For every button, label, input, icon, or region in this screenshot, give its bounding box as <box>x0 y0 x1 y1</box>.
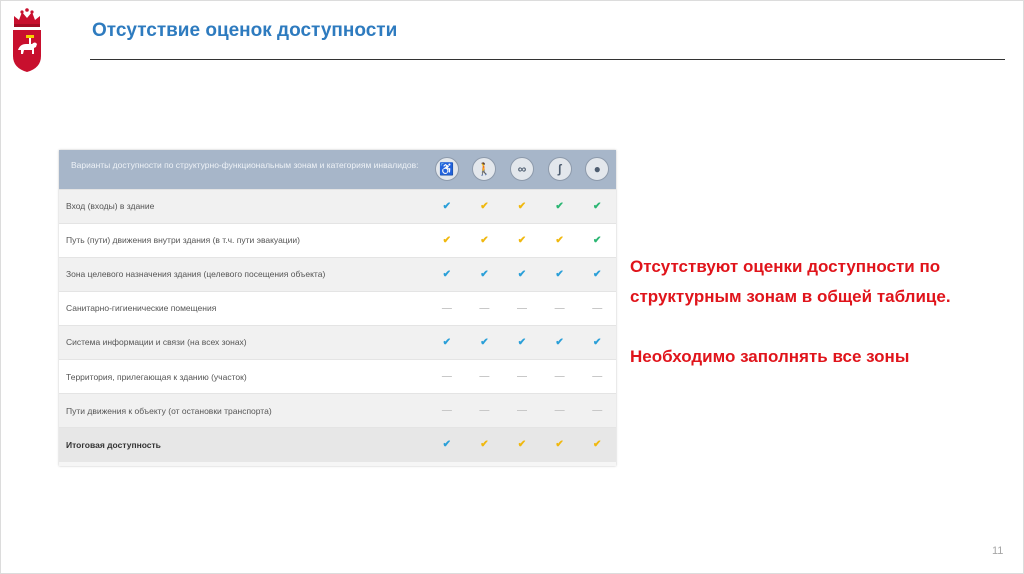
checkmark-icon: ✔ <box>480 268 489 280</box>
table-row <box>59 189 616 223</box>
checkmark-icon: ✔ <box>593 234 602 246</box>
table-row <box>59 291 616 325</box>
dash-mark: — <box>592 302 603 314</box>
table-row <box>59 325 616 359</box>
checkmark-icon: ✔ <box>517 200 527 212</box>
checkmark-icon: ✔ <box>480 200 489 212</box>
dash-mark: — <box>441 371 452 383</box>
checkmark-icon: ✔ <box>555 439 564 451</box>
checkmark-icon: ✔ <box>442 234 451 246</box>
dash-mark: — <box>441 405 452 417</box>
checkmark-icon: ✔ <box>442 439 451 451</box>
checkmark-icon: ✔ <box>593 439 602 451</box>
slide-title: Отсутствие оценок доступности <box>92 20 398 41</box>
checkmark-icon: ✔ <box>480 439 489 451</box>
glasses-icon: ∞ <box>510 157 534 181</box>
title-divider <box>90 59 1005 60</box>
row-label: Зона целевого назначения здания (целевого посещения объекта) <box>66 269 326 280</box>
row-label: Вход (входы) в здание <box>66 201 155 212</box>
checkmark-icon: ✔ <box>517 234 527 246</box>
dash-mark: — <box>554 302 565 314</box>
checkmark-icon: ✔ <box>593 200 602 212</box>
dash-mark: — <box>517 371 527 383</box>
checkmark-icon: ✔ <box>480 336 489 348</box>
dash-mark: — <box>479 371 490 383</box>
checkmark-icon: ✔ <box>517 268 527 280</box>
walking-cane-icon: 🚶 <box>472 157 496 181</box>
accessibility-table <box>59 150 616 466</box>
table-row <box>59 394 616 428</box>
row-label: Санитарно-гигиенические помещения <box>66 303 217 314</box>
table-header-row <box>59 150 616 189</box>
row-label: Система информации и связи (на всех зонах) <box>66 337 247 348</box>
dash-mark: — <box>517 302 527 314</box>
checkmark-icon: ✔ <box>517 439 527 451</box>
row-label: Путь (пути) движения внутри здания (в т.ч. пути эвакуации) <box>66 235 300 246</box>
notice-line-1: Отсутствуют оценки доступности по структурным зонам в общей таблице. <box>630 257 951 306</box>
dash-mark: — <box>479 302 490 314</box>
dash-mark: — <box>554 405 565 417</box>
checkmark-icon: ✔ <box>442 200 451 212</box>
checkmark-icon: ✔ <box>555 336 564 348</box>
row-label: Территория, прилегающая к зданию (участок) <box>66 371 247 382</box>
checkmark-icon: ✔ <box>593 336 602 348</box>
row-label: Пути движения к объекту (от остановки транспорта) <box>66 405 272 416</box>
wheelchair-icon: ♿ <box>435 157 459 181</box>
checkmark-icon: ✔ <box>555 234 564 246</box>
notice-line-2: Необходимо заполнять все зоны <box>630 347 910 366</box>
dash-mark: — <box>554 371 565 383</box>
dash-mark: — <box>592 405 603 417</box>
page-number: 11 <box>992 545 1004 557</box>
head-icon: ● <box>585 157 609 181</box>
checkmark-icon: ✔ <box>442 336 451 348</box>
dash-mark: — <box>441 302 452 314</box>
dash-mark: — <box>517 405 527 417</box>
table-row <box>59 223 616 257</box>
checkmark-icon: ✔ <box>517 336 527 348</box>
table-row <box>59 359 616 393</box>
checkmark-icon: ✔ <box>555 200 564 212</box>
table-row <box>59 257 616 291</box>
checkmark-icon: ✔ <box>555 268 564 280</box>
checkmark-icon: ✔ <box>442 268 451 280</box>
ear-icon: ʃ <box>548 157 572 181</box>
dash-mark: — <box>592 371 603 383</box>
table-body <box>59 189 616 462</box>
notice-text <box>630 252 970 372</box>
row-label: Итоговая доступность <box>66 439 161 450</box>
table-total-row <box>59 428 616 462</box>
table-header-label: Варианты доступности по структурно-функциональным зонам и категориям инвалидов: <box>71 160 419 170</box>
checkmark-icon: ✔ <box>480 234 489 246</box>
coat-of-arms-logo <box>10 4 44 74</box>
dash-mark: — <box>479 405 490 417</box>
checkmark-icon: ✔ <box>593 268 602 280</box>
